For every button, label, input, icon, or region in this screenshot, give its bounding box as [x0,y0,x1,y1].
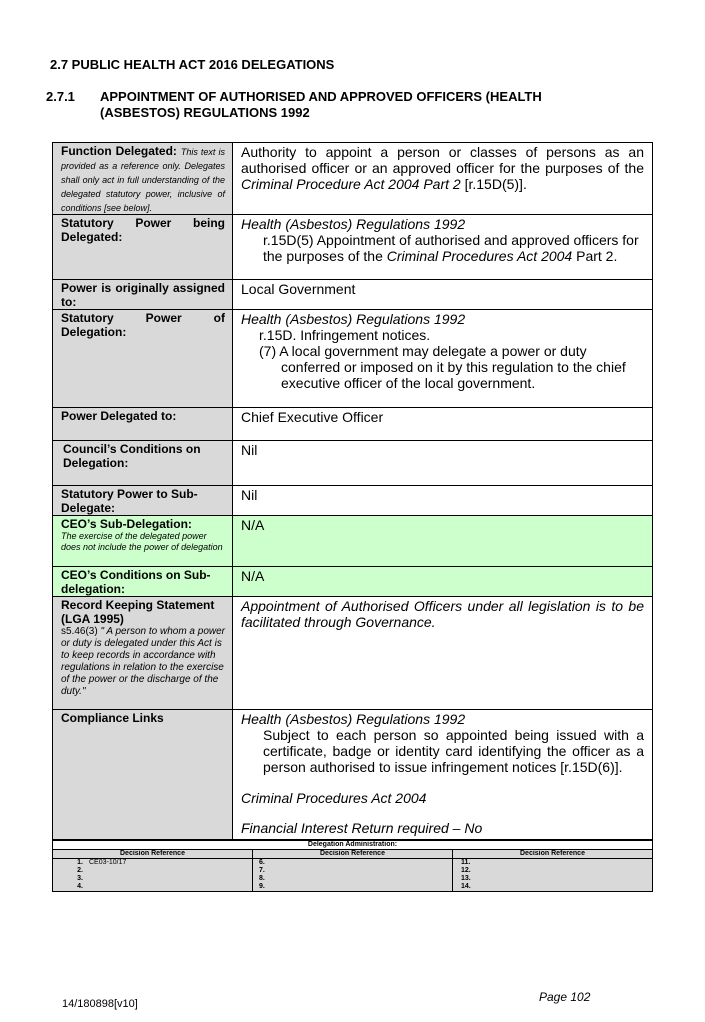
row-ceo-conditions [53,567,653,597]
record-keeping-ref: s5.46(3) [61,626,98,637]
statutory-power-label: Statutory Power being Delegated: [53,215,233,280]
row-statutory-delegation [53,310,653,408]
council-conditions-label: Council’s Conditions on Delegation: [53,441,233,486]
ceo-conditions-label: CEO’s Conditions on Sub-delegation: [53,567,233,597]
record-keeping-note: " A person to whom a power or duty is delegated under this Act is to keep records in accordance with regulations in relation to the exercise of the power or the discharge of the duty." [61,626,226,697]
delegated-to-label: Power Delegated to: [53,408,233,441]
row-record-keeping [53,597,653,710]
record-keeping-label: Record Keeping Statement (LGA 1995) s5.46(3) " A person to whom a power or duty is delegated under this Act is to keep records in accordance with regulations in relation to the exercise of the power or the discharge of the duty." [53,597,233,710]
function-delegated-label: Function Delegated: This text is provided as a reference only. Delegates shall only act in full understanding of the delegated statutory power, inclusive of conditions [see below]. [53,143,233,215]
assigned-value: Local Government [233,280,653,310]
subsection-title-line2: (ASBESTOS) REGULATIONS 1992 [100,105,310,120]
subsection-heading [46,89,542,121]
statutory-delegation-value: Health (Asbestos) Regulations 1992 r.15D. Infringement notices. (7) A local government may delegate a power or duty conferred or imposed on it by this regulation to the chief executive officer of the local government. [233,310,653,408]
sub-delegate-value: Nil [233,486,653,516]
admin-title: Delegation Administration: [53,841,653,850]
function-delegated-value: Authority to appoint a person or classes of persons as an authorised officer or an approved officer for the purposes of the Criminal Procedure Act 2004 Part 2 [r.15D(5)]. [233,143,653,215]
decision-row: 2. [77,867,83,874]
decision-reference: CE03-10/17 [89,859,127,866]
function-note: This text is provided as a reference only. Delegates shall only act in full understanding of the delegated statutory power, inclusive of conditions [see below]. [61,147,226,213]
delegation-table [52,142,653,840]
delegation-administration-table [52,840,653,892]
page-number: Page 102 [539,990,591,1004]
compliance-links-value: Health (Asbestos) Regulations 1992 Subject to each person so appointed being issued with a certificate, badge or identity card identifying the officer as a person authorised to issue infringement notices [r.15D(6)]. Criminal Procedures Act 2004 Financial Interest Return required – No [233,710,653,840]
decision-reference-header-2: Decision Reference [253,850,453,859]
section-heading: 2.7 PUBLIC HEALTH ACT 2016 DELEGATIONS [50,57,335,72]
sub-delegate-label: Statutory Power to Sub-Delegate: [53,486,233,516]
assigned-label: Power is originally assigned to: [53,280,233,310]
decision-reference-header-3: Decision Reference [453,850,653,859]
row-statutory-power [53,215,653,280]
ceo-conditions-value: N/A [233,567,653,597]
row-delegated-to [53,408,653,441]
ceo-sub-delegation-value: N/A [233,516,653,567]
decision-column-2: 6. 7. 8. 9. [253,859,453,892]
decision-row: 1. CE03-10/17 [55,859,250,867]
document-reference: 14/180898[v10] [62,998,138,1010]
subsection-number: 2.7.1 [46,89,75,104]
decision-row: 3. [77,875,83,882]
ceo-sub-delegation-label: CEO’s Sub-Delegation: The exercise of the delegated power does not include the power of delegation [53,516,233,567]
record-keeping-value: Appointment of Authorised Officers under all legislation is to be facilitated through Governance. [233,597,653,710]
delegated-to-value: Chief Executive Officer [233,408,653,441]
ceo-sub-delegation-note: The exercise of the delegated power does not include the power of delegation [61,531,223,552]
subsection-title-line1: APPOINTMENT OF AUTHORISED AND APPROVED OFFICERS (HEALTH [100,89,542,104]
statutory-delegation-label: Statutory Power of Delegation: [53,310,233,408]
row-sub-delegate [53,486,653,516]
row-council-conditions [53,441,653,486]
row-compliance-links [53,710,653,840]
row-originally-assigned [53,280,653,310]
statutory-power-value: Health (Asbestos) Regulations 1992 r.15D(5) Appointment of authorised and approved officers for the purposes of the Criminal Procedures Act 2004 Part 2. [233,215,653,280]
row-function-delegated [53,143,653,215]
compliance-links-label: Compliance Links [53,710,233,840]
row-ceo-sub-delegation [53,516,653,567]
council-conditions-value: Nil [233,441,653,486]
decision-reference-header-1: Decision Reference [53,850,253,859]
decision-column-1 [53,859,253,892]
decision-column-3: 11. 12. 13. 14. [453,859,653,892]
decision-row: 4. [77,883,83,890]
